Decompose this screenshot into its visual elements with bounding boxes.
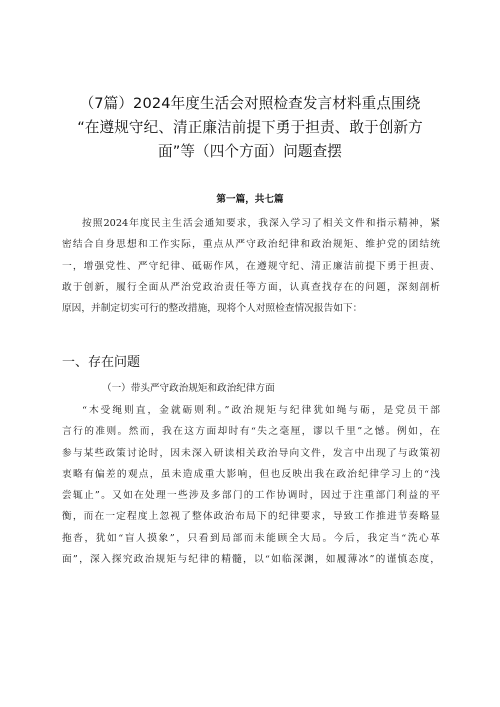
paragraph-line: 衡，而在一定程度上忽视了整体政治布局下的纪律要求，导致工作推进节奏略显 xyxy=(62,511,440,523)
paragraph-line: 衷略有偏差的观点，虽未造成重大影响，但也反映出我在政治纪律学习上的“浅 xyxy=(62,468,440,480)
paragraph-line: 一，增强党性、严守纪律、砥砺作风，在遵规守纪、清正廉洁前提下勇于担责、 xyxy=(62,260,440,272)
paragraph-line: 面”，深入探究政治规矩与纪律的精髓，以“如临深渊，如履薄冰”的谨慎态度， xyxy=(62,554,440,566)
paragraph-line: 拖沓，犹如“盲人摸象”，只看到局部而未能顾全大局。今后，我定当“洗心革 xyxy=(62,532,440,544)
paragraph-line: 尝辄止”。又如在处理一些涉及多部门的工作协调时，因过于注重部门利益的平 xyxy=(62,490,440,502)
paragraph-line: “木受绳则直，金就砺则利。”政治规矩与纪律犹如绳与砺，是党员干部 xyxy=(82,405,440,416)
section-heading: 一、存在问题 xyxy=(62,355,141,370)
document-subtitle: 第一篇，共七篇 xyxy=(216,194,284,205)
paragraph-line: 原因，并制定切实可行的整改措施，现将个人对照检查情况报告如下： xyxy=(62,303,363,315)
title-line: “在遵规守纪、清正廉洁前提下勇于担责、敢于创新方 xyxy=(77,119,423,136)
paragraph-line: 按照2024年度民主生活会通知要求，我深入学习了相关文件和指示精神，紧 xyxy=(82,218,440,229)
paragraph-line: 言行的准则。然而，我在这方面却时有“失之毫厘，谬以千里”之憾。例如，在 xyxy=(62,426,440,438)
subsection-heading: （一）带头严守政治规矩和政治纪律方面 xyxy=(102,383,275,394)
paragraph-line: 参与某些政策讨论时，因未深入研读相关政治导向文件，发言中出现了与政策初 xyxy=(62,447,440,459)
document-title xyxy=(60,92,440,164)
paragraph-line: 敢于创新，履行全面从严治党政治责任等方面，认真查找存在的问题，深刻剖析 xyxy=(62,281,440,293)
intro-paragraph xyxy=(62,213,440,319)
paragraph-line: 密结合自身思想和工作实际，重点从严守政治纪律和政治规矩、维护党的团结统 xyxy=(62,239,440,251)
title-line: 面”等（四个方面）问题查摆 xyxy=(158,143,342,160)
section-paragraph xyxy=(62,400,440,570)
title-line: （7篇）2024年度生活会对照检查发言材料重点围绕 xyxy=(79,95,421,112)
